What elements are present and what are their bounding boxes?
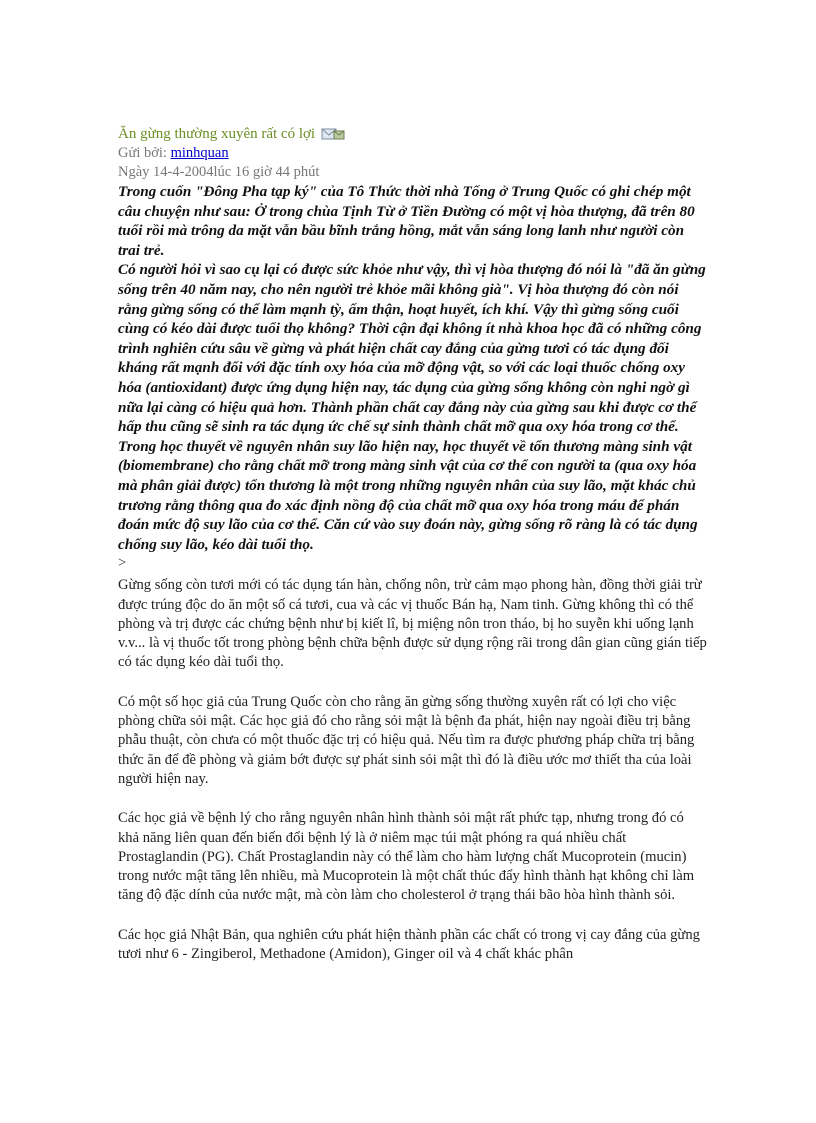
author-line bbox=[118, 144, 708, 163]
sent-by-label: Gửi bởi: bbox=[118, 145, 167, 161]
intro-paragraph-1: Trong cuốn "Đông Pha tạp ký" của Tô Thức thời nhà Tống ở Trung Quốc có ghi chép một câu chuyện như sau: Ở trong chùa Tịnh Từ ở Tiền Đường có một vị hòa thượng, đã trên 80 tuổi rồi mà trông da mặt vẫn bầu bĩnh trắng hồng, mắt vẫn sáng long lanh như người còn trai trẻ. bbox=[118, 183, 695, 259]
author-link[interactable]: minhquan bbox=[170, 145, 229, 161]
article bbox=[118, 124, 708, 984]
article-header bbox=[118, 124, 708, 144]
article-title: Ăn gừng thường xuyên rất có lợi bbox=[118, 125, 316, 142]
body-paragraph-1: Gừng sống còn tươi mới có tác dụng tán hàn, chống nôn, trừ cảm mạo phong hàn, đồng thời giải trừ được trúng độc do ăn một số cá tươi, cua và các vị thuốc Bán hạ, Nam tinh. Gừng không thì có thể phòng và trị được các chứng bệnh như bị kiết lî, bị miệng nôn tron tháo, bị ho suyễn khi uống lạnh v.v... là vị thuốc tốt trong phòng bệnh chữa bệnh được sử dụng rộng rãi trong dân gian cũng gián tiếp có tác dụng kéo dài tuổi thọ. bbox=[118, 577, 707, 671]
body-paragraph-3: Các học giả về bệnh lý cho rằng nguyên nhân hình thành sỏi mật rất phức tạp, nhưng trong đó có khả năng liên quan đến biến đổi bệnh lý là ở niêm mạc túi mật phóng ra quá nhiều chất Prostaglandin (PG). Chất Prostaglandin này có thể làm cho hàm lượng chất Mucoprotein (mucin) trong nước mật tăng lên nhiều, mà Mucoprotein là một chất thúc đẩy hình thành hạt không chỉ làm tăng độ đặc dính của nước mật, mà còn làm cho cholesterol ở trạng thái bão hòa hình thành sỏi. bbox=[118, 810, 695, 904]
date-line: Ngày 14-4-2004lúc 16 giờ 44 phút bbox=[118, 164, 320, 180]
body-paragraph-2: Có một số học giả của Trung Quốc còn cho rằng ăn gừng sống thường xuyên rất có lợi cho việc phòng chữa sỏi mật. Các học giả đó cho rằng sỏi mật là bệnh đa phát, hiện nay ngoài điều trị bằng phẫu thuật, còn chưa có một thuốc đặc trị có hiệu quả. Nếu tìm ra được phương pháp chữa trị bằng thức ăn để đề phòng và giảm bớt được sự phát sinh sỏi mật thì đó là điều ước mơ thiết tha của loài người hiện nay. bbox=[118, 693, 695, 787]
envelope-mail-icon[interactable] bbox=[321, 127, 345, 141]
separator: > bbox=[118, 555, 127, 572]
body-paragraph-4: Các học giả Nhật Bản, qua nghiên cứu phát hiện thành phần các chất có trong vị cay đắng của gừng tươi như 6 - Zingiberol, Methadone (Amidon), Ginger oil và 4 chất khác phân bbox=[118, 926, 700, 963]
intro-paragraph-2: Có người hỏi vì sao cụ lại có được sức khỏe như vậy, thì vị hòa thượng đó nói là "đã ăn gừng sống trên 40 năm nay, cho nên người trẻ khỏe mãi không già". Vị hòa thượng đó còn nói rằng gừng sống có thể làm mạnh tỳ, ấm thận, hoạt huyết, ích khí. Vậy thì gừng sống cuối cùng có kéo dài được tuổi thọ không? Thời cận đại không ít nhà khoa học đã có những công trình nghiên cứu sâu về gừng và phát hiện chất cay đắng của gừng tươi có tác dụng đối kháng rất mạnh đối với đặc tính oxy hóa của mỡ động vật, so với các loại thuốc chống oxy hóa (antioxidant) được ứng dụng hiện nay, tác dụng của gừng sống không còn nghi ngờ gì nữa lại càng có hiệu quả hơn. Thành phần chất cay đắng này của gừng sau khi được cơ thể hấp thu cũng sẽ sinh ra tác dụng ức chế sự sinh thành chất mỡ qua oxy hóa trong cơ thể. Trong học thuyết về nguyên nhân suy lão hiện nay, học thuyết về tổn thương màng sinh vật (biomembrane) cho rằng chất mỡ trong màng sinh vật của cơ thể con người ta (qua oxy hóa mà phân giải được) tổn thương là một trong những nguyên nhân của suy lão, mặt khác chủ trương rằng thông qua đo xác định nồng độ của chất mỡ qua oxy hóa trong máu để phán đoán mức độ suy lão của cơ thể. Căn cứ vào suy đoán này, gừng sống rõ ràng là có tác dụng chống suy lão, kéo dài tuổi thọ. bbox=[118, 261, 706, 553]
